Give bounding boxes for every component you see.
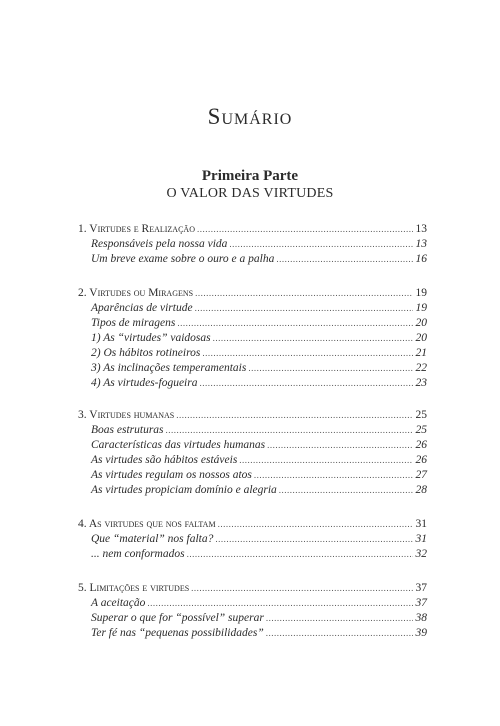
section-title: Características das virtudes humanas xyxy=(91,439,266,451)
toc-section[interactable] xyxy=(78,377,427,392)
leader-dots xyxy=(199,378,413,388)
section-page-number: 31 xyxy=(415,533,427,545)
section-page-number: 19 xyxy=(415,302,427,314)
toc-section[interactable] xyxy=(78,597,427,612)
section-title: 1) As “virtudes” vaidosas xyxy=(91,332,211,344)
toc-chapter-heading[interactable] xyxy=(78,287,427,302)
toc-chapter-1 xyxy=(78,223,427,268)
section-page-number: 20 xyxy=(415,317,427,329)
toc-section[interactable] xyxy=(78,253,427,268)
chapter-page-number: 37 xyxy=(415,582,427,594)
leader-dots xyxy=(276,254,413,264)
toc-section[interactable] xyxy=(78,317,427,332)
toc-chapter-heading[interactable] xyxy=(78,518,427,533)
toc-section[interactable] xyxy=(78,439,427,454)
chapter-title: 5. Limitações e virtudes xyxy=(78,582,190,594)
toc-section[interactable] xyxy=(78,302,427,317)
section-page-number: 28 xyxy=(415,484,427,496)
section-page-number: 26 xyxy=(415,454,427,466)
section-page-number: 39 xyxy=(415,627,427,639)
chapter-title: 2. Virtudes ou Miragens xyxy=(78,287,194,299)
section-title: Responsáveis pela nossa vida xyxy=(91,238,228,250)
toc-section[interactable] xyxy=(78,454,427,469)
section-title: 3) As inclinações temperamentais xyxy=(91,362,247,374)
toc-section[interactable] xyxy=(78,533,427,548)
section-page-number: 26 xyxy=(415,439,427,451)
chapter-page-number: 13 xyxy=(415,223,427,235)
toc-section[interactable] xyxy=(78,238,427,253)
section-page-number: 37 xyxy=(415,597,427,609)
toc-chapter-2 xyxy=(78,287,427,392)
toc-chapter-heading[interactable] xyxy=(78,582,427,597)
toc-chapter-heading[interactable] xyxy=(78,223,427,238)
section-page-number: 23 xyxy=(415,377,427,389)
leader-dots xyxy=(177,318,413,328)
chapter-page-number: 25 xyxy=(415,409,427,421)
section-title: Tipos de miragens xyxy=(91,317,176,329)
leader-dots xyxy=(266,613,413,623)
leader-dots xyxy=(213,333,413,343)
section-title: Boas estruturas xyxy=(91,424,164,436)
section-title: ... nem conformados xyxy=(91,548,185,560)
chapter-title: 1. Virtudes e Realização xyxy=(78,223,195,235)
toc-section[interactable] xyxy=(78,362,427,377)
leader-dots xyxy=(187,549,413,559)
toc-chapter-heading[interactable] xyxy=(78,409,427,424)
leader-dots xyxy=(202,348,413,358)
section-title: 2) Os hábitos rotineiros xyxy=(91,347,201,359)
toc-section[interactable] xyxy=(78,424,427,439)
leader-dots xyxy=(215,534,413,544)
leader-dots xyxy=(195,288,413,298)
section-title: A aceitação xyxy=(91,597,146,609)
leader-dots xyxy=(279,485,413,495)
toc-section[interactable] xyxy=(78,347,427,362)
section-page-number: 38 xyxy=(415,612,427,624)
leader-dots xyxy=(176,410,413,420)
toc-section[interactable] xyxy=(78,548,427,563)
page-title: Sumário xyxy=(207,104,293,129)
section-title: As virtudes propiciam domínio e alegria xyxy=(91,484,277,496)
chapter-page-number: 19 xyxy=(415,287,427,299)
section-page-number: 21 xyxy=(415,347,427,359)
section-title: As virtudes são hábitos estáveis xyxy=(91,454,238,466)
toc-section[interactable] xyxy=(78,612,427,627)
leader-dots xyxy=(166,425,413,435)
section-title: Ter fé nas “pequenas possibilidades” xyxy=(91,627,264,639)
toc-chapter-5 xyxy=(78,582,427,642)
toc-chapter-4 xyxy=(78,518,427,563)
leader-dots xyxy=(254,470,413,480)
part-title: Primeira Parte xyxy=(201,168,299,184)
leader-dots xyxy=(195,303,413,313)
leader-dots xyxy=(229,239,413,249)
section-page-number: 27 xyxy=(415,469,427,481)
toc-section[interactable] xyxy=(78,627,427,642)
chapter-title: 4. As virtudes que nos faltam xyxy=(78,518,216,530)
part-subtitle: O VALOR DAS VIRTUDES xyxy=(166,186,334,201)
section-page-number: 13 xyxy=(415,238,427,250)
chapter-title: 3. Virtudes humanas xyxy=(78,409,175,421)
section-page-number: 32 xyxy=(415,548,427,560)
leader-dots xyxy=(267,440,413,450)
section-title: Um breve exame sobre o ouro e a palha xyxy=(91,253,275,265)
toc-section[interactable] xyxy=(78,332,427,347)
chapter-page-number: 31 xyxy=(415,518,427,530)
leader-dots xyxy=(266,628,413,638)
toc-section[interactable] xyxy=(78,484,427,499)
section-page-number: 25 xyxy=(415,424,427,436)
section-title: As virtudes regulam os nossos atos xyxy=(91,469,252,481)
section-title: Aparências de virtude xyxy=(91,302,193,314)
leader-dots xyxy=(248,363,413,373)
section-page-number: 20 xyxy=(415,332,427,344)
leader-dots xyxy=(218,519,413,529)
toc-chapter-3 xyxy=(78,409,427,499)
section-title: 4) As virtudes-fogueira xyxy=(91,377,198,389)
section-title: Superar o que for “possível” superar xyxy=(91,612,264,624)
leader-dots xyxy=(239,455,413,465)
section-title: Que “material” nos falta? xyxy=(91,533,214,545)
section-page-number: 16 xyxy=(415,253,427,265)
leader-dots xyxy=(197,224,413,234)
leader-dots xyxy=(191,583,413,593)
toc-section[interactable] xyxy=(78,469,427,484)
leader-dots xyxy=(147,598,413,608)
section-page-number: 22 xyxy=(415,362,427,374)
